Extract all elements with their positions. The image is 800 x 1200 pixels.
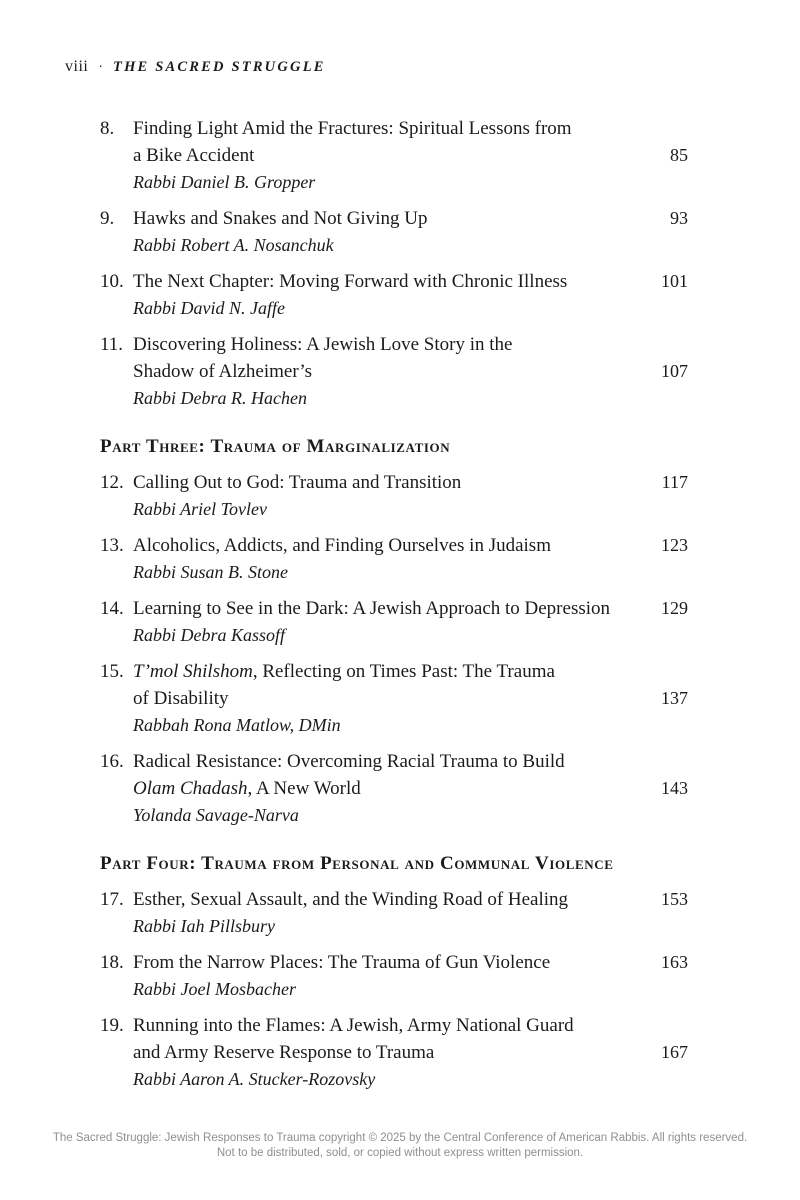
chapter-page-number: 163: [661, 952, 688, 972]
chapter-title-line: [133, 532, 688, 559]
chapter-number: 10.: [100, 271, 124, 292]
chapter-number: 17.: [100, 889, 124, 910]
part-heading: Part Four: Trauma from Personal and Communal Violence: [100, 853, 614, 874]
chapter-title-text: [133, 205, 427, 232]
title-segment: Running into the Flames: A Jewish, Army National Guard: [133, 1015, 574, 1036]
chapter-title-line: [133, 949, 688, 976]
title-segment: Hawks and Snakes and Not Giving Up: [133, 208, 428, 229]
entry-body: [133, 949, 688, 1003]
toc-entry: [100, 1012, 688, 1093]
chapter-author: Rabbi Debra Kassoff: [133, 625, 286, 645]
chapter-number: 14.: [100, 598, 124, 619]
chapter-number: 9.: [100, 208, 115, 229]
chapter-number: 16.: [100, 751, 124, 772]
chapter-author: Rabbi Robert A. Nosanchuk: [133, 235, 334, 255]
toc-entry: [100, 115, 688, 196]
chapter-number: 13.: [100, 535, 124, 556]
toc-entry: [100, 658, 688, 739]
toc-entry: [100, 595, 688, 649]
entry-body: [133, 886, 688, 940]
chapter-title-text: [133, 685, 229, 712]
entry-body: [133, 205, 688, 259]
title-segment: , A New World: [247, 778, 361, 799]
folio-separator-dot: ·: [98, 60, 104, 75]
copyright-footer: [0, 1131, 800, 1161]
chapter-page-number: 101: [661, 271, 688, 291]
title-italic-segment: T’mol Shilshom: [133, 661, 253, 682]
toc-entry: [100, 532, 688, 586]
entry-body: [133, 268, 688, 322]
page-folio: viii: [65, 58, 89, 75]
chapter-page-number: 153: [661, 889, 688, 909]
chapter-title-line: [133, 595, 688, 622]
entry-body: [133, 658, 688, 739]
title-segment: From the Narrow Places: The Trauma of Gun Violence: [133, 952, 551, 973]
chapter-author: Rabbi David N. Jaffe: [133, 298, 285, 318]
chapter-title-line: [133, 1012, 688, 1039]
chapter-page-number: 123: [661, 535, 688, 555]
title-segment: Esther, Sexual Assault, and the Winding Road of Healing: [133, 889, 569, 910]
title-segment: The Next Chapter: Moving Forward with Chronic Illness: [133, 271, 568, 292]
chapter-author: Rabbi Iah Pillsbury: [133, 916, 275, 936]
chapter-title-line: [133, 205, 688, 232]
title-segment: Alcoholics, Addicts, and Finding Ourselves in Judaism: [133, 535, 551, 556]
toc-entry: [100, 949, 688, 1003]
toc-entry: [100, 331, 688, 412]
chapter-number: 15.: [100, 661, 124, 682]
chapter-title-line: [133, 268, 688, 295]
entry-body: [133, 532, 688, 586]
chapter-title-text: [133, 1012, 574, 1039]
entry-body: [133, 748, 688, 829]
title-segment: of Disability: [133, 688, 229, 709]
toc-entry: [100, 469, 688, 523]
copyright-line-1: The Sacred Struggle: Jewish Responses to Trauma copyright © 2025 by the Central Conference of American Rabbis. All rights reserved.: [52, 1132, 748, 1144]
chapter-number: 19.: [100, 1015, 124, 1036]
title-segment: Finding Light Amid the Fractures: Spiritual Lessons from: [133, 118, 572, 139]
chapter-number: 11.: [100, 334, 124, 355]
chapter-page-number: 107: [661, 361, 688, 381]
chapter-title-line: [133, 748, 688, 775]
chapter-page-number: 129: [661, 598, 688, 618]
chapter-title-text: [133, 775, 361, 802]
part-heading: Part Three: Trauma of Marginalization: [100, 436, 451, 457]
chapter-author: Yolanda Savage-Narva: [133, 805, 299, 825]
chapter-page-number: 143: [661, 778, 688, 798]
chapter-title-text: [133, 115, 572, 142]
chapter-number: 12.: [100, 472, 124, 493]
chapter-title-text: [133, 358, 312, 385]
copyright-line-2: Not to be distributed, sold, or copied without express written permission.: [216, 1147, 584, 1159]
chapter-author: Rabbi Ariel Tovlev: [133, 499, 267, 519]
chapter-number: 18.: [100, 952, 124, 973]
entry-body: [133, 1012, 688, 1093]
entry-body: [133, 469, 688, 523]
chapter-title-text: [133, 142, 254, 169]
chapter-title-line: [133, 142, 688, 169]
chapter-title-line: [133, 331, 688, 358]
chapter-number: 8.: [100, 118, 115, 139]
chapter-title-text: [133, 886, 568, 913]
chapter-title-line: [133, 358, 688, 385]
chapter-author: Rabbi Daniel B. Gropper: [133, 172, 316, 192]
entry-body: [133, 115, 688, 196]
chapter-author: Rabbi Debra R. Hachen: [133, 388, 307, 408]
chapter-title-text: [133, 268, 567, 295]
running-head: [65, 58, 326, 76]
toc-entry: [100, 748, 688, 829]
entry-body: [133, 595, 688, 649]
title-segment: and Army Reserve Response to Trauma: [133, 1042, 435, 1063]
title-italic-segment: Olam Chadash: [133, 778, 248, 799]
chapter-title-text: [133, 469, 461, 496]
chapter-author: Rabbi Aaron A. Stucker-Rozovsky: [133, 1069, 376, 1089]
chapter-title-line: [133, 469, 688, 496]
chapter-title-line: [133, 775, 688, 802]
chapter-page-number: 137: [661, 688, 688, 708]
chapter-page-number: 167: [661, 1042, 688, 1062]
chapter-page-number: 93: [670, 208, 688, 228]
chapter-author: Rabbi Joel Mosbacher: [133, 979, 296, 999]
chapter-title-line: [133, 685, 688, 712]
title-segment: a Bike Accident: [133, 145, 255, 166]
chapter-author: Rabbi Susan B. Stone: [133, 562, 288, 582]
toc-sections: [100, 115, 688, 1102]
title-segment: Discovering Holiness: A Jewish Love Story in the: [133, 334, 513, 355]
chapter-title-text: [133, 532, 551, 559]
chapter-title-text: [133, 658, 555, 685]
chapter-title-line: [133, 886, 688, 913]
title-segment: Calling Out to God: Trauma and Transition: [133, 472, 462, 493]
toc-entry: [100, 205, 688, 259]
chapter-author: Rabbah Rona Matlow, DMin: [133, 715, 341, 735]
title-segment: , Reflecting on Times Past: The Trauma: [252, 661, 555, 682]
toc-entry: [100, 268, 688, 322]
chapter-title-text: [133, 595, 610, 622]
chapter-page-number: 117: [661, 472, 688, 492]
running-head-book-title: THE SACRED STRUGGLE: [113, 59, 326, 75]
entry-body: [133, 331, 688, 412]
chapter-title-text: [133, 949, 550, 976]
chapter-title-line: [133, 658, 688, 685]
chapter-title-line: [133, 115, 688, 142]
chapter-title-text: [133, 748, 565, 775]
toc-entry: [100, 886, 688, 940]
chapter-title-text: [133, 1039, 434, 1066]
title-segment: Learning to See in the Dark: A Jewish Approach to Depression: [133, 598, 611, 619]
chapter-title-line: [133, 1039, 688, 1066]
title-segment: Radical Resistance: Overcoming Racial Trauma to Build: [133, 751, 565, 772]
title-segment: Shadow of Alzheimer’s: [133, 361, 313, 382]
chapter-title-text: [133, 331, 512, 358]
chapter-page-number: 85: [670, 145, 688, 165]
